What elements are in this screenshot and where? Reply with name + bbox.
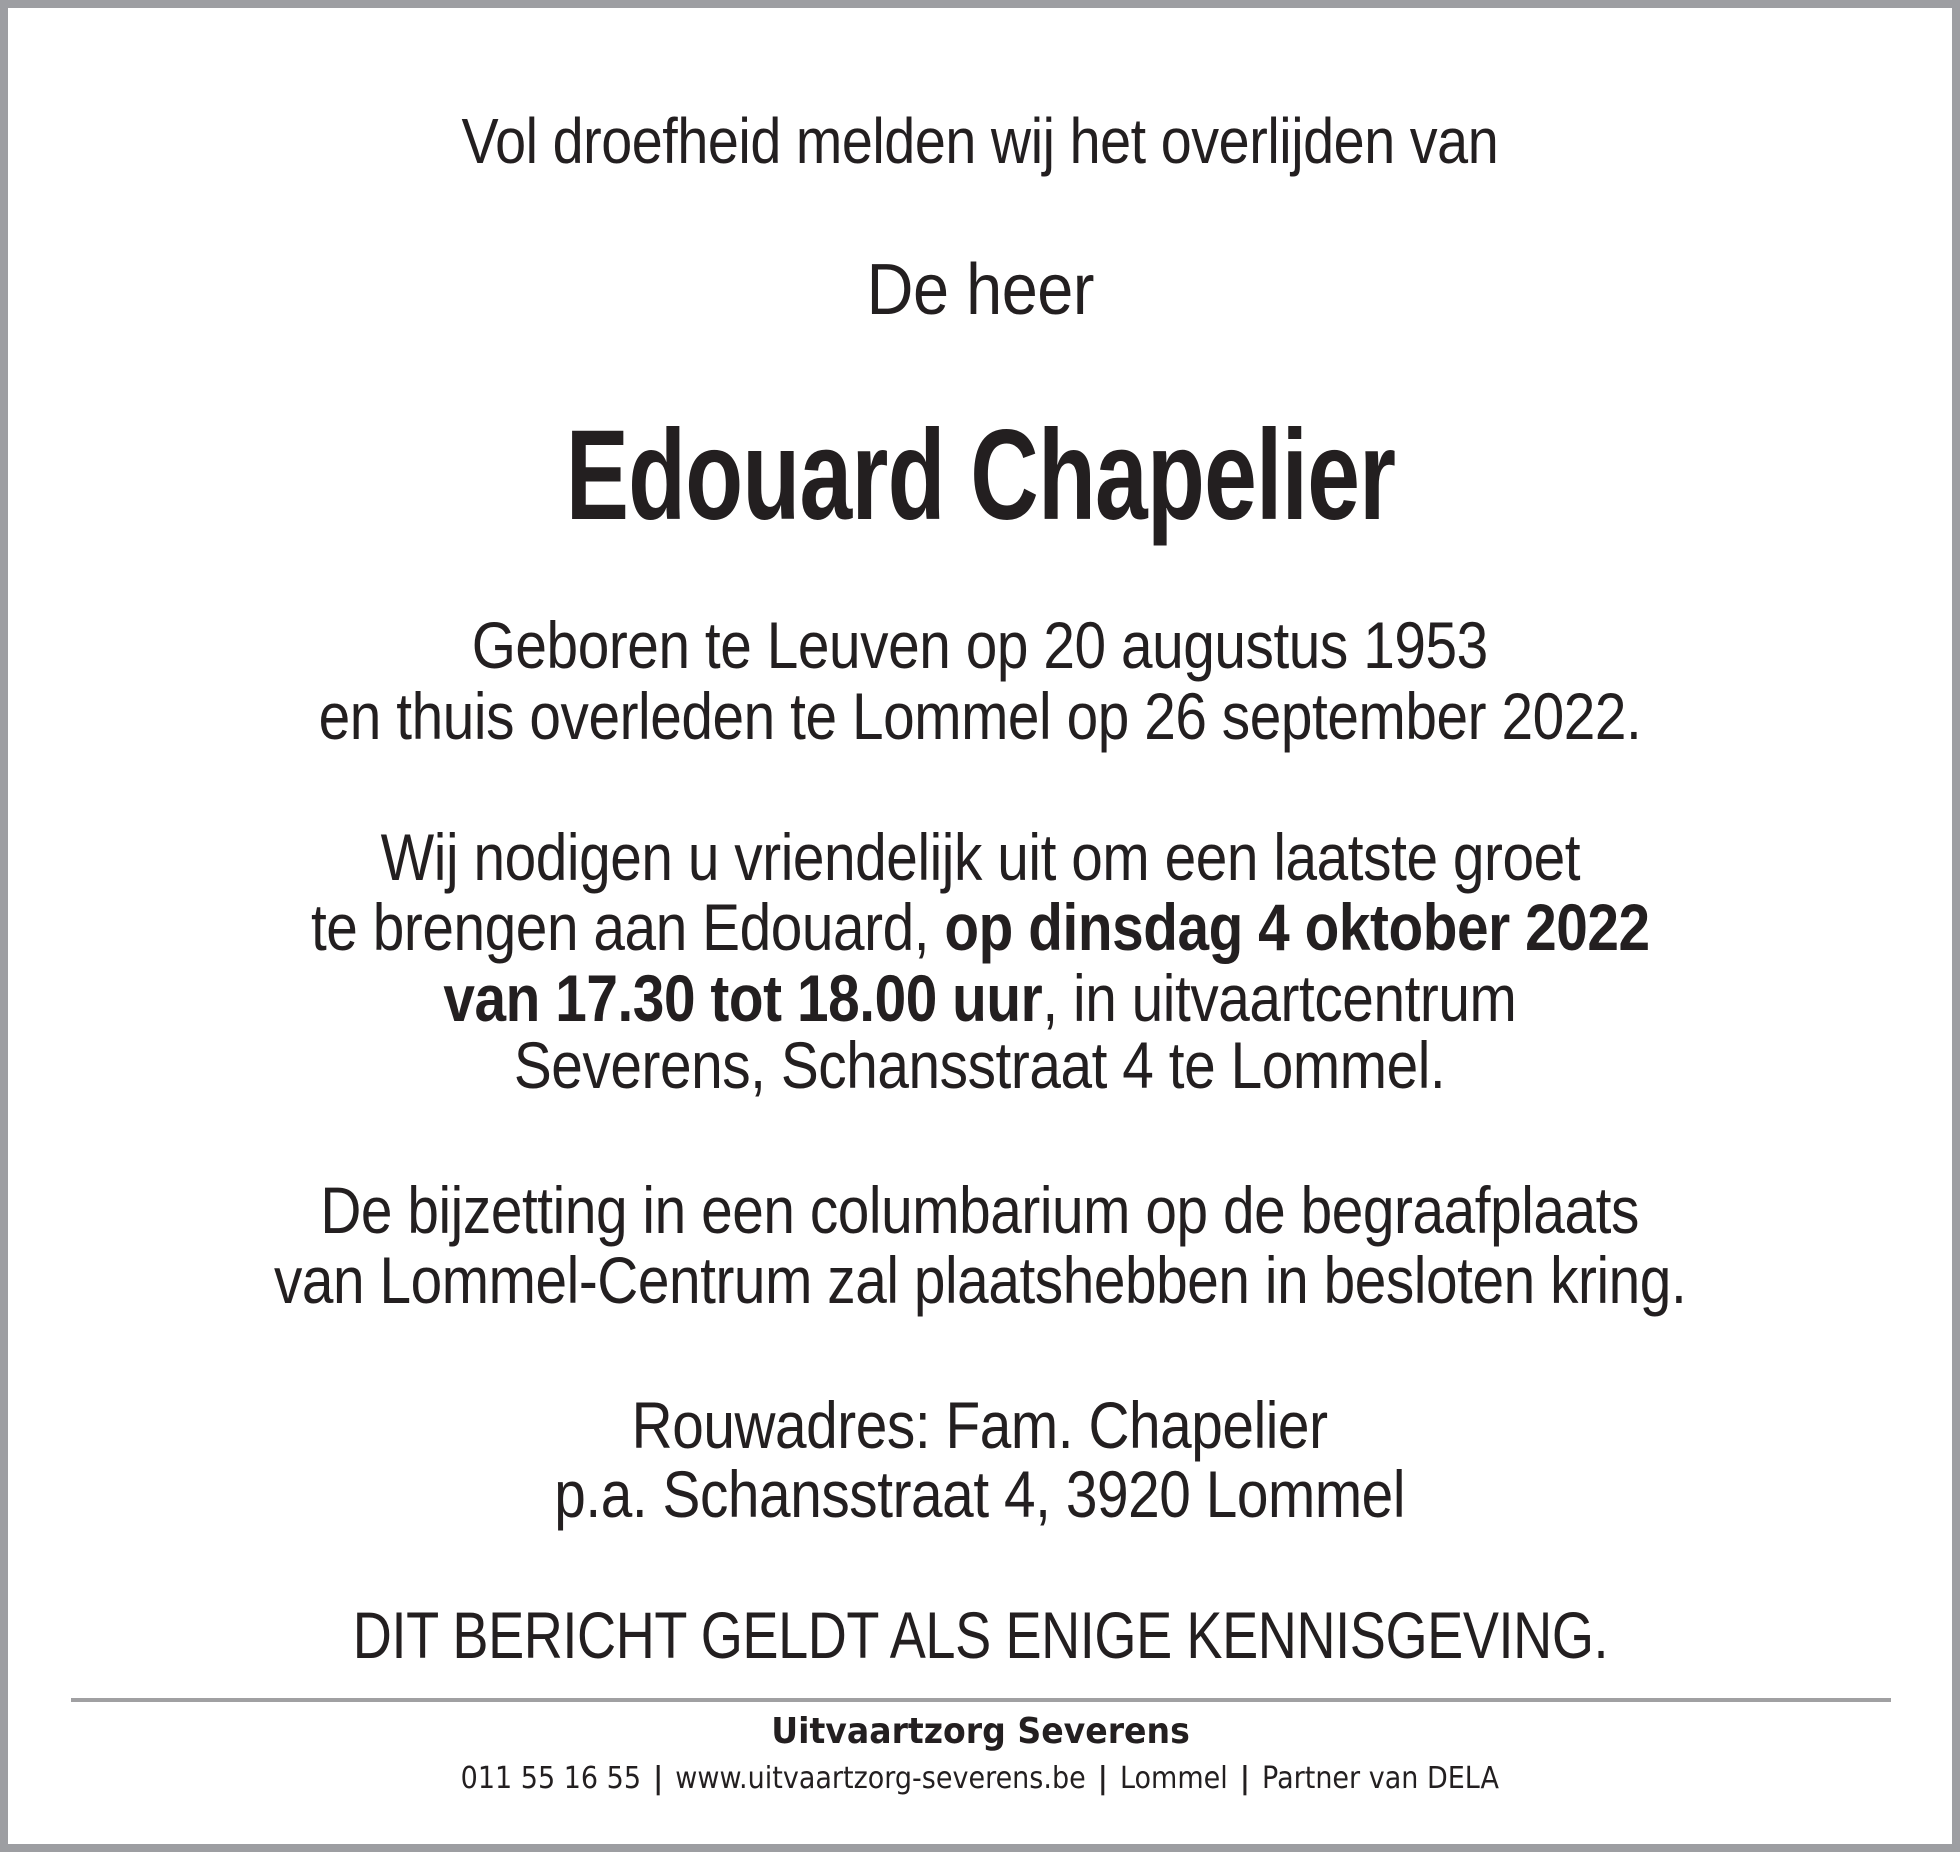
- invitation-line-2: [0, 890, 1960, 964]
- interment-line-1: [0, 1173, 1960, 1247]
- partner: Partner van DELA: [1262, 1761, 1500, 1796]
- footer-divider: [71, 1698, 1891, 1702]
- funeral-home-name: [0, 1711, 1960, 1752]
- funeral-home-name-text: Uitvaartzorg Severens: [770, 1711, 1190, 1752]
- intro-text: Vol droefheid melden wij het overlijden van: [461, 105, 1499, 177]
- separator: |: [653, 1761, 664, 1796]
- separator: |: [1098, 1761, 1108, 1796]
- city: Lommel: [1120, 1761, 1228, 1796]
- birth-line: [0, 608, 1960, 682]
- birth-text: Geboren te Leuven op 20 augustus 1953: [471, 608, 1489, 682]
- deceased-name: [0, 404, 1960, 547]
- interment-text-2: van Lommel-Centrum zal plaatshebben in besloten kring.: [273, 1243, 1687, 1317]
- invitation-line-1: [0, 820, 1960, 894]
- visitation-date: op dinsdag 4 oktober 2022: [944, 890, 1650, 964]
- phone-number: 011 55 16 55: [460, 1761, 642, 1796]
- death-line: [0, 679, 1960, 753]
- mourning-address-text-1: Rouwadres: Fam. Chapelier: [632, 1388, 1328, 1462]
- mourning-address-text-2: p.a. Schansstraat 4, 3920 Lommel: [554, 1457, 1406, 1531]
- interment-line-2: [0, 1243, 1960, 1317]
- funeral-home-contact: [0, 1761, 1960, 1796]
- death-text: en thuis overleden te Lommel op 26 september 2022.: [318, 679, 1642, 753]
- mourning-address-line-1: [0, 1388, 1960, 1462]
- invitation-text-3: , in uitvaartcentrum: [1042, 961, 1517, 1035]
- invitation-text-4: Severens, Schansstraat 4 te Lommel.: [514, 1028, 1446, 1102]
- intro-line: [0, 105, 1960, 177]
- mourning-address-line-2: [0, 1457, 1960, 1531]
- closing-text: DIT BERICHT GELDT ALS ENIGE KENNISGEVING.: [352, 1598, 1608, 1672]
- invitation-line-4: [0, 1028, 1960, 1102]
- honorific-text: De heer: [866, 250, 1094, 330]
- interment-text-1: De bijzetting in een columbarium op de begraafplaats: [320, 1173, 1640, 1247]
- visitation-time: van 17.30 tot 18.00 uur: [443, 961, 1043, 1035]
- deceased-name-text: Edouard Chapelier: [565, 404, 1395, 547]
- website-link[interactable]: www.uitvaartzorg-severens.be: [675, 1761, 1086, 1796]
- closing-line: [0, 1598, 1960, 1672]
- invitation-text-1: Wij nodigen u vriendelijk uit om een laatste groet: [380, 820, 1580, 894]
- invitation-line-3: [0, 961, 1960, 1035]
- invitation-text-2: te brengen aan Edouard,: [310, 890, 945, 964]
- honorific: [0, 250, 1960, 330]
- separator: |: [1240, 1761, 1251, 1796]
